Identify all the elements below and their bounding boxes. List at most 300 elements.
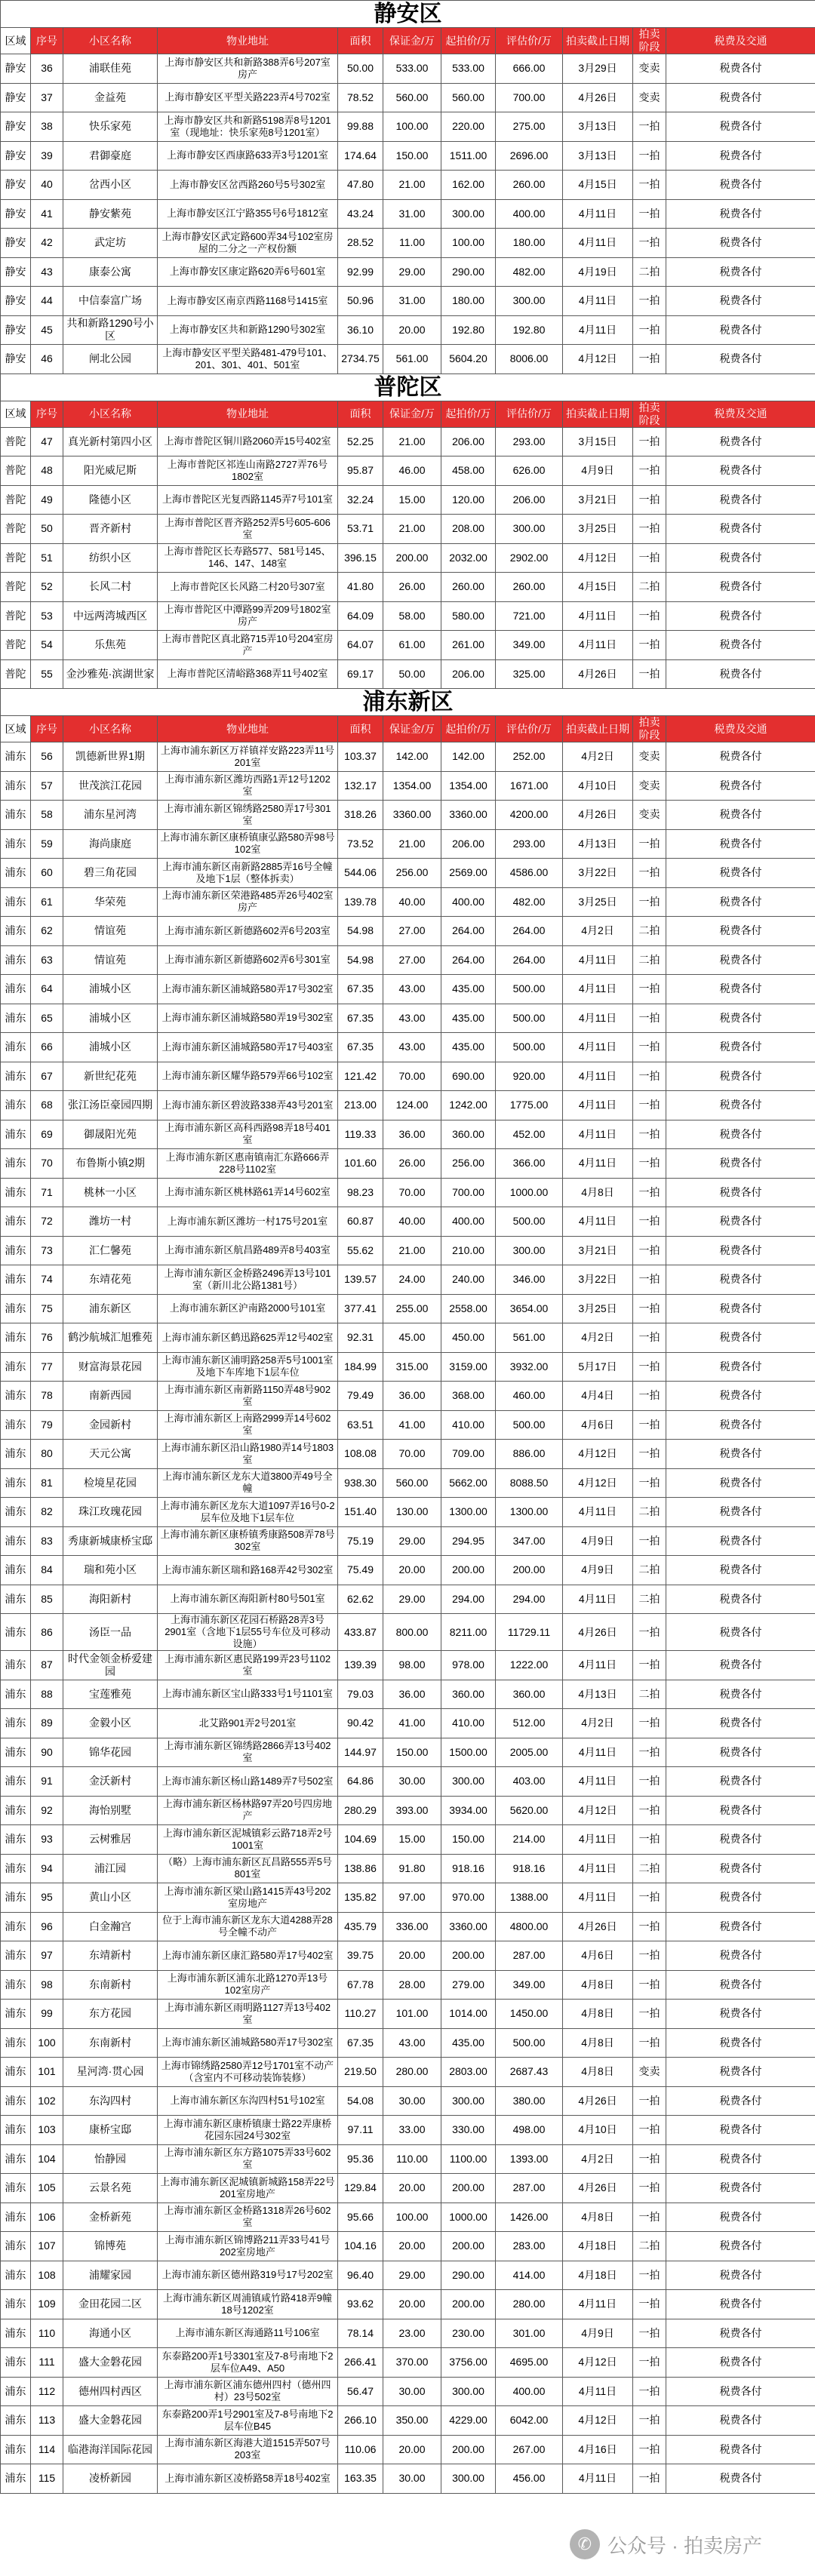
cell-tax: 税费各付: [666, 859, 815, 888]
cell-name: 阳光威尼斯: [63, 456, 158, 486]
cell-round: 一拍: [633, 1207, 666, 1237]
cell-region: 浦东: [1, 1410, 31, 1440]
cell-round: 一拍: [633, 2000, 666, 2029]
cell-tax: 税费各付: [666, 1825, 815, 1855]
cell-area: 64.09: [338, 601, 383, 631]
column-header-tax: 税费及交通: [666, 28, 815, 54]
cell-region: 浦东: [1, 2086, 31, 2116]
cell-eval: 366.00: [496, 1149, 563, 1179]
cell-area: 64.86: [338, 1767, 383, 1797]
cell-start: 5604.20: [441, 345, 496, 374]
cell-region: 浦东: [1, 1091, 31, 1120]
cell-tax: 税费各付: [666, 1767, 815, 1797]
cell-round: 一拍: [633, 1440, 666, 1469]
cell-start: 210.00: [441, 1236, 496, 1265]
column-header-no: 序号: [31, 401, 63, 427]
cell-eval: 500.00: [496, 1004, 563, 1033]
cell-date: 4月12日: [563, 2406, 633, 2436]
cell-addr: 上海市锦绣路2580弄12号1701室不动产（含室内不可移动装饰装修）: [158, 2058, 338, 2087]
cell-deposit: 280.00: [383, 2058, 441, 2087]
cell-start: 4229.00: [441, 2406, 496, 2436]
cell-date: 4月11日: [563, 1585, 633, 1614]
table-row: [1, 801, 815, 830]
cell-no: 57: [31, 771, 63, 801]
cell-deposit: 91.80: [383, 1854, 441, 1883]
cell-no: 114: [31, 2435, 63, 2464]
cell-name: 浦东新区: [63, 1294, 158, 1323]
cell-no: 89: [31, 1709, 63, 1738]
cell-eval: 325.00: [496, 659, 563, 689]
cell-addr: 上海市浦东新区东沟四村51号102室: [158, 2086, 338, 2116]
cell-deposit: 315.00: [383, 1352, 441, 1382]
cell-addr: 上海市浦东新区碧波路338弄43号201室: [158, 1091, 338, 1120]
cell-start: 279.00: [441, 1970, 496, 2000]
cell-region: 浦东: [1, 2028, 31, 2058]
cell-date: 4月26日: [563, 2086, 633, 2116]
cell-round: 一拍: [633, 2086, 666, 2116]
cell-name: 云景名苑: [63, 2174, 158, 2203]
cell-tax: 税费各付: [666, 1912, 815, 1941]
column-header-eval: 评估价/万: [496, 28, 563, 54]
cell-deposit: 21.00: [383, 427, 441, 456]
cell-tax: 税费各付: [666, 1970, 815, 2000]
cell-region: 浦东: [1, 945, 31, 975]
cell-tax: 税费各付: [666, 1709, 815, 1738]
cell-region: 普陀: [1, 427, 31, 456]
cell-tax: 税费各付: [666, 1498, 815, 1527]
cell-region: 静安: [1, 54, 31, 84]
cell-deposit: 43.00: [383, 2028, 441, 2058]
cell-no: 50: [31, 515, 63, 544]
cell-deposit: 30.00: [383, 1767, 441, 1797]
cell-no: 76: [31, 1323, 63, 1353]
column-header-region: 区域: [1, 401, 31, 427]
cell-region: 浦东: [1, 1468, 31, 1498]
cell-region: 浦东: [1, 1738, 31, 1767]
cell-addr: 上海市浦东新区周浦镇咸竹路418弄9幢18号1202室: [158, 2290, 338, 2319]
cell-name: 检境星花园: [63, 1468, 158, 1498]
cell-addr: 上海市普陀区中潭路99弄209号1802室房产: [158, 601, 338, 631]
table-row: [1, 229, 815, 258]
cell-area: 39.75: [338, 1941, 383, 1971]
cell-deposit: 70.00: [383, 1062, 441, 1091]
cell-deposit: 28.00: [383, 1970, 441, 2000]
cell-eval: 500.00: [496, 2028, 563, 2058]
cell-region: 浦东: [1, 2144, 31, 2174]
cell-date: 4月11日: [563, 1767, 633, 1797]
cell-region: 浦东: [1, 2290, 31, 2319]
cell-addr: 上海市浦东新区海阳新村80号501室: [158, 1585, 338, 1614]
cell-eval: 346.00: [496, 1265, 563, 1295]
table-row: [1, 1004, 815, 1033]
cell-tax: 税费各付: [666, 2174, 815, 2203]
cell-region: 浦东: [1, 1585, 31, 1614]
cell-name: 华荣苑: [63, 887, 158, 917]
column-header-region: 区域: [1, 28, 31, 54]
cell-date: 3月15日: [563, 427, 633, 456]
cell-tax: 税费各付: [666, 1294, 815, 1323]
cell-addr: 上海市浦东新区沿山路1980弄14号1803室: [158, 1440, 338, 1469]
column-header-start: 起拍价/万: [441, 28, 496, 54]
cell-no: 99: [31, 2000, 63, 2029]
cell-date: 4月6日: [563, 1941, 633, 1971]
cell-start: 435.00: [441, 2028, 496, 2058]
cell-round: 一拍: [633, 345, 666, 374]
cell-addr: 上海市浦东新区海港大道1515弄507号203室: [158, 2435, 338, 2464]
cell-round: 一拍: [633, 2348, 666, 2378]
cell-deposit: 29.00: [383, 1526, 441, 1556]
cell-tax: 税费各付: [666, 1207, 815, 1237]
cell-start: 435.00: [441, 975, 496, 1004]
cell-eval: 414.00: [496, 2261, 563, 2290]
table-row: [1, 141, 815, 171]
cell-no: 94: [31, 1854, 63, 1883]
cell-no: 45: [31, 315, 63, 345]
cell-no: 104: [31, 2144, 63, 2174]
cell-region: 普陀: [1, 659, 31, 689]
cell-date: 4月11日: [563, 1854, 633, 1883]
cell-area: 69.17: [338, 659, 383, 689]
cell-date: 4月11日: [563, 2464, 633, 2494]
cell-round: 变卖: [633, 2058, 666, 2087]
cell-start: 260.00: [441, 573, 496, 602]
cell-region: 浦东: [1, 1120, 31, 1149]
cell-area: 396.15: [338, 543, 383, 573]
cell-round: 一拍: [633, 1236, 666, 1265]
column-header-deposit: 保证金/万: [383, 716, 441, 742]
cell-name: 海尚康庭: [63, 829, 158, 859]
cell-name: 御晟阳光苑: [63, 1120, 158, 1149]
cell-tax: 税费各付: [666, 1854, 815, 1883]
cell-name: 海怡别墅: [63, 1796, 158, 1825]
cell-round: 一拍: [633, 1120, 666, 1149]
cell-deposit: 124.00: [383, 1091, 441, 1120]
cell-eval: 349.00: [496, 1970, 563, 2000]
cell-region: 浦东: [1, 1149, 31, 1179]
cell-name: 情谊苑: [63, 945, 158, 975]
cell-eval: 264.00: [496, 917, 563, 946]
cell-start: 290.00: [441, 2261, 496, 2290]
cell-deposit: 15.00: [383, 1825, 441, 1855]
cell-start: 294.00: [441, 1585, 496, 1614]
cell-no: 88: [31, 1680, 63, 1709]
cell-no: 107: [31, 2232, 63, 2261]
cell-area: 67.35: [338, 1004, 383, 1033]
cell-date: 4月8日: [563, 1970, 633, 2000]
cell-start: 3360.00: [441, 801, 496, 830]
cell-deposit: 20.00: [383, 1941, 441, 1971]
cell-area: 108.08: [338, 1440, 383, 1469]
cell-deposit: 21.00: [383, 171, 441, 200]
section-title-row: [1, 689, 815, 716]
cell-round: 一拍: [633, 1468, 666, 1498]
cell-area: 938.30: [338, 1468, 383, 1498]
cell-eval: 252.00: [496, 742, 563, 772]
cell-name: 浦城小区: [63, 1004, 158, 1033]
cell-round: 一拍: [633, 2377, 666, 2406]
cell-area: 28.52: [338, 229, 383, 258]
cell-no: 65: [31, 1004, 63, 1033]
table-row: [1, 1440, 815, 1469]
cell-eval: 287.00: [496, 2174, 563, 2203]
cell-tax: 税费各付: [666, 631, 815, 660]
cell-start: 2569.00: [441, 859, 496, 888]
cell-addr: 上海市浦东新区德州路319号17号202室: [158, 2261, 338, 2290]
cell-region: 静安: [1, 287, 31, 316]
cell-eval: 1450.00: [496, 2000, 563, 2029]
cell-eval: 512.00: [496, 1709, 563, 1738]
cell-round: 变卖: [633, 801, 666, 830]
cell-eval: 380.00: [496, 2086, 563, 2116]
table-row: [1, 1265, 815, 1295]
cell-tax: 税费各付: [666, 171, 815, 200]
cell-name: 东方花园: [63, 2000, 158, 2029]
cell-tax: 税费各付: [666, 1091, 815, 1120]
cell-region: 静安: [1, 199, 31, 229]
cell-date: 4月11日: [563, 975, 633, 1004]
cell-region: 普陀: [1, 515, 31, 544]
cell-no: 69: [31, 1120, 63, 1149]
cell-round: 一拍: [633, 1709, 666, 1738]
table-row: [1, 315, 815, 345]
cell-no: 79: [31, 1410, 63, 1440]
cell-eval: 500.00: [496, 1207, 563, 1237]
cell-eval: 1671.00: [496, 771, 563, 801]
cell-tax: 税费各付: [666, 2348, 815, 2378]
table-row: [1, 771, 815, 801]
table-row: [1, 1767, 815, 1797]
cell-start: 2032.00: [441, 543, 496, 573]
cell-addr: （略）上海市浦东新区瓦昌路555弄5号801室: [158, 1854, 338, 1883]
cell-date: 4月11日: [563, 1883, 633, 1913]
table-row: [1, 859, 815, 888]
cell-no: 51: [31, 543, 63, 573]
cell-area: 139.57: [338, 1265, 383, 1295]
cell-round: 一拍: [633, 2435, 666, 2464]
cell-start: 120.00: [441, 485, 496, 515]
cell-no: 87: [31, 1651, 63, 1680]
cell-round: 一拍: [633, 1825, 666, 1855]
cell-addr: 上海市普陀区铜川路2060弄15号402室: [158, 427, 338, 456]
cell-deposit: 20.00: [383, 2232, 441, 2261]
table-row: [1, 829, 815, 859]
cell-deposit: 40.00: [383, 887, 441, 917]
cell-start: 560.00: [441, 83, 496, 112]
cell-date: 4月11日: [563, 287, 633, 316]
cell-area: 110.06: [338, 2435, 383, 2464]
cell-no: 90: [31, 1738, 63, 1767]
cell-no: 83: [31, 1526, 63, 1556]
cell-region: 浦东: [1, 1767, 31, 1797]
cell-date: 4月13日: [563, 1680, 633, 1709]
cell-region: 浦东: [1, 2435, 31, 2464]
cell-deposit: 20.00: [383, 315, 441, 345]
cell-addr: 上海市浦东新区沪南路2000号101室: [158, 1294, 338, 1323]
cell-name: 东沟四村: [63, 2086, 158, 2116]
cell-no: 49: [31, 485, 63, 515]
table-row: [1, 2435, 815, 2464]
cell-eval: 301.00: [496, 2319, 563, 2348]
cell-deposit: 20.00: [383, 1556, 441, 1585]
cell-no: 93: [31, 1825, 63, 1855]
column-header-start: 起拍价/万: [441, 401, 496, 427]
cell-round: 二拍: [633, 573, 666, 602]
cell-start: 300.00: [441, 2464, 496, 2494]
table-row: [1, 2144, 815, 2174]
cell-date: 4月6日: [563, 1410, 633, 1440]
cell-tax: 税费各付: [666, 975, 815, 1004]
cell-area: 266.10: [338, 2406, 383, 2436]
cell-no: 84: [31, 1556, 63, 1585]
cell-area: 266.41: [338, 2348, 383, 2378]
cell-deposit: 46.00: [383, 456, 441, 486]
cell-round: 一拍: [633, 171, 666, 200]
cell-name: 浦耀家园: [63, 2261, 158, 2290]
cell-area: 50.96: [338, 287, 383, 316]
cell-area: 62.62: [338, 1585, 383, 1614]
cell-deposit: 110.00: [383, 2144, 441, 2174]
cell-start: 206.00: [441, 427, 496, 456]
column-header-eval: 评估价/万: [496, 401, 563, 427]
cell-date: 4月12日: [563, 1440, 633, 1469]
cell-area: 63.51: [338, 1410, 383, 1440]
cell-region: 浦东: [1, 2000, 31, 2029]
cell-deposit: 30.00: [383, 2464, 441, 2494]
cell-region: 浦东: [1, 2348, 31, 2378]
cell-area: 67.35: [338, 2028, 383, 2058]
cell-name: 凯德新世界1期: [63, 742, 158, 772]
cell-start: 330.00: [441, 2116, 496, 2145]
cell-name: 白金瀚宫: [63, 1912, 158, 1941]
cell-no: 77: [31, 1352, 63, 1382]
cell-tax: 税费各付: [666, 1796, 815, 1825]
cell-no: 91: [31, 1767, 63, 1797]
cell-round: 一拍: [633, 659, 666, 689]
cell-date: 4月12日: [563, 1468, 633, 1498]
cell-name: 潍坊一村: [63, 1207, 158, 1237]
cell-no: 44: [31, 287, 63, 316]
table-row: [1, 1585, 815, 1614]
cell-region: 静安: [1, 229, 31, 258]
cell-start: 294.95: [441, 1526, 496, 1556]
cell-date: 4月2日: [563, 742, 633, 772]
cell-deposit: 800.00: [383, 1614, 441, 1651]
cell-deposit: 100.00: [383, 2203, 441, 2232]
table-row: [1, 2086, 815, 2116]
cell-region: 普陀: [1, 456, 31, 486]
cell-tax: 税费各付: [666, 917, 815, 946]
cell-no: 37: [31, 83, 63, 112]
cell-tax: 税费各付: [666, 515, 815, 544]
cell-addr: 上海市普陀区光复西路1145弄7号101室: [158, 485, 338, 515]
cell-area: 99.88: [338, 112, 383, 142]
cell-no: 111: [31, 2348, 63, 2378]
cell-start: 3934.00: [441, 1796, 496, 1825]
column-header-name: 小区名称: [63, 401, 158, 427]
cell-round: 一拍: [633, 1382, 666, 1411]
cell-area: 435.79: [338, 1912, 383, 1941]
cell-name: 宝莲雅苑: [63, 1680, 158, 1709]
cell-deposit: 150.00: [383, 141, 441, 171]
cell-name: 纺织小区: [63, 543, 158, 573]
cell-area: 318.26: [338, 801, 383, 830]
cell-area: 67.35: [338, 1033, 383, 1062]
cell-eval: 886.00: [496, 1440, 563, 1469]
cell-deposit: 101.00: [383, 2000, 441, 2029]
cell-name: 君御豪庭: [63, 141, 158, 171]
cell-no: 46: [31, 345, 63, 374]
table-row: [1, 1738, 815, 1767]
table-row: [1, 199, 815, 229]
cell-round: 一拍: [633, 1178, 666, 1207]
cell-no: 85: [31, 1585, 63, 1614]
cell-eval: 2696.00: [496, 141, 563, 171]
cell-eval: 400.00: [496, 199, 563, 229]
cell-addr: 上海市浦东新区潍坊西路1弄12号1202室: [158, 771, 338, 801]
cell-area: 174.64: [338, 141, 383, 171]
cell-eval: 360.00: [496, 1680, 563, 1709]
cell-name: 浦江园: [63, 1854, 158, 1883]
cell-addr: 上海市浦东新区浦城路580弄19号302室: [158, 1004, 338, 1033]
cell-eval: 180.00: [496, 229, 563, 258]
table-row: [1, 1680, 815, 1709]
cell-round: 一拍: [633, 1091, 666, 1120]
cell-area: 95.36: [338, 2144, 383, 2174]
cell-tax: 税费各付: [666, 2319, 815, 2348]
cell-round: 一拍: [633, 1033, 666, 1062]
table-row: [1, 1941, 815, 1971]
cell-date: 4月18日: [563, 2232, 633, 2261]
cell-round: 一拍: [633, 1883, 666, 1913]
cell-round: 变卖: [633, 771, 666, 801]
cell-start: 300.00: [441, 1767, 496, 1797]
cell-region: 浦东: [1, 2319, 31, 2348]
column-header-start: 起拍价/万: [441, 716, 496, 742]
cell-round: 一拍: [633, 2028, 666, 2058]
cell-date: 4月11日: [563, 1498, 633, 1527]
table-row: [1, 1854, 815, 1883]
cell-deposit: 31.00: [383, 287, 441, 316]
cell-addr: 上海市浦东新区雨明路1127弄13号402室: [158, 2000, 338, 2029]
cell-area: 377.41: [338, 1294, 383, 1323]
cell-addr: 上海市静安区武定路600弄34号102室房屋的二分之一产权份额: [158, 229, 338, 258]
cell-no: 80: [31, 1440, 63, 1469]
cell-addr: 上海市浦东新区海通路11号106室: [158, 2319, 338, 2348]
cell-date: 4月11日: [563, 1120, 633, 1149]
column-header-round: 拍卖阶段: [633, 716, 666, 742]
table-row: [1, 1883, 815, 1913]
cell-addr: 上海市浦东新区泥城镇彩云路718弄2号1001室: [158, 1825, 338, 1855]
cell-region: 浦东: [1, 1825, 31, 1855]
cell-deposit: 21.00: [383, 515, 441, 544]
table-row: [1, 1614, 815, 1651]
cell-no: 47: [31, 427, 63, 456]
cell-region: 浦东: [1, 1709, 31, 1738]
cell-tax: 税费各付: [666, 456, 815, 486]
cell-name: 碧三角花园: [63, 859, 158, 888]
table-row: [1, 427, 815, 456]
cell-deposit: 3360.00: [383, 801, 441, 830]
cell-no: 61: [31, 887, 63, 917]
cell-region: 浦东: [1, 1033, 31, 1062]
cell-no: 54: [31, 631, 63, 660]
cell-date: 4月12日: [563, 1796, 633, 1825]
cell-no: 82: [31, 1498, 63, 1527]
cell-addr: 上海市浦东新区南新路1150弄48号902室: [158, 1382, 338, 1411]
cell-addr: 上海市普陀区祁连山南路2727弄76号1802室: [158, 456, 338, 486]
table-row: [1, 1149, 815, 1179]
cell-round: 变卖: [633, 742, 666, 772]
